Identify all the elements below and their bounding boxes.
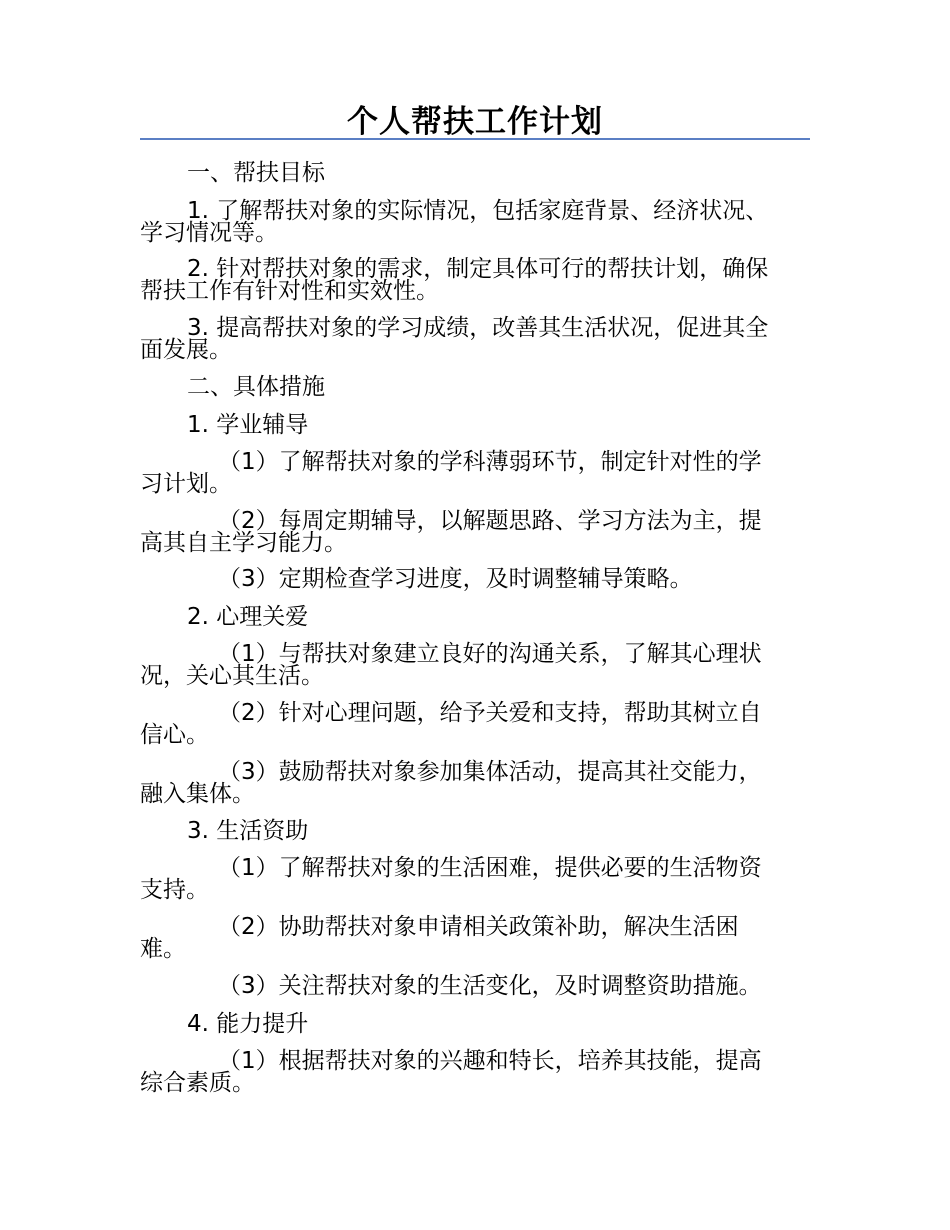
paragraph-line: 面发展。	[140, 337, 232, 363]
heading-text: 二、具体措施	[187, 374, 325, 400]
document-title: 个人帮扶工作计划	[347, 104, 603, 140]
paragraph-line: （2）协助帮扶对象申请相关政策补助，解决生活困	[218, 914, 739, 940]
subsection-heading-psychological	[140, 606, 812, 628]
psychological-item-1	[140, 643, 812, 687]
subsection-heading-academic	[140, 414, 812, 436]
paragraph-line: （2）针对心理问题，给予关爱和支持，帮助其树立自	[218, 700, 762, 726]
goal-item-3	[140, 317, 812, 361]
living-item-1	[140, 857, 812, 901]
paragraph-line: 习计划。	[140, 471, 232, 497]
paragraph-line: （1）根据帮扶对象的兴趣和特长，培养其技能，提高	[218, 1048, 762, 1074]
paragraph-line: 支持。	[140, 877, 209, 903]
paragraph-line: 信心。	[140, 722, 209, 748]
paragraph-line: 综合素质。	[140, 1070, 255, 1096]
paragraph-line: 1. 了解帮扶对象的实际情况，包括家庭背景、经济状况、	[187, 198, 769, 224]
goal-item-2	[140, 258, 812, 302]
paragraph-line: 帮扶工作有针对性和实效性。	[140, 278, 439, 304]
paragraph-line: 融入集体。	[140, 781, 255, 807]
heading-text: 3. 生活资助	[187, 818, 309, 844]
paragraph-line: 况，关心其生活。	[140, 663, 324, 689]
living-item-3	[140, 975, 812, 997]
psychological-item-3	[140, 761, 812, 805]
paragraph-line: （3）鼓励帮扶对象参加集体活动，提高其社交能力，	[218, 759, 762, 785]
section-heading-measures	[140, 376, 812, 398]
living-item-2	[140, 916, 812, 960]
subsection-heading-ability	[140, 1013, 812, 1035]
paragraph-line: 难。	[140, 936, 186, 962]
paragraph-line: （3）关注帮扶对象的生活变化，及时调整资助措施。	[218, 973, 762, 999]
psychological-item-2	[140, 702, 812, 746]
paragraph-line: （3）定期检查学习进度，及时调整辅导策略。	[218, 566, 693, 592]
heading-text: 一、帮扶目标	[187, 160, 325, 186]
academic-item-3	[140, 568, 812, 590]
goal-item-1	[140, 200, 812, 244]
heading-text: 4. 能力提升	[187, 1011, 309, 1037]
title-underline	[140, 138, 810, 140]
academic-item-2	[140, 510, 812, 554]
subsection-heading-living	[140, 820, 812, 842]
heading-text: 2. 心理关爱	[187, 604, 309, 630]
academic-item-1	[140, 451, 812, 495]
paragraph-line: （1）了解帮扶对象的学科薄弱环节，制定针对性的学	[218, 449, 762, 475]
ability-item-1	[140, 1050, 812, 1094]
section-heading-goals	[140, 162, 812, 184]
paragraph-line: （1）了解帮扶对象的生活困难，提供必要的生活物资	[218, 855, 762, 881]
paragraph-line: 2. 针对帮扶对象的需求，制定具体可行的帮扶计划，确保	[187, 256, 769, 282]
paragraph-line: 高其自主学习能力。	[140, 530, 347, 556]
paragraph-line: 3. 提高帮扶对象的学习成绩，改善其生活状况，促进其全	[187, 315, 769, 341]
paragraph-line: （1）与帮扶对象建立良好的沟通关系，了解其心理状	[218, 641, 762, 667]
paragraph-line: 学习情况等。	[140, 220, 278, 246]
heading-text: 1. 学业辅导	[187, 412, 309, 438]
paragraph-line: （2）每周定期辅导，以解题思路、学习方法为主，提	[218, 508, 762, 534]
